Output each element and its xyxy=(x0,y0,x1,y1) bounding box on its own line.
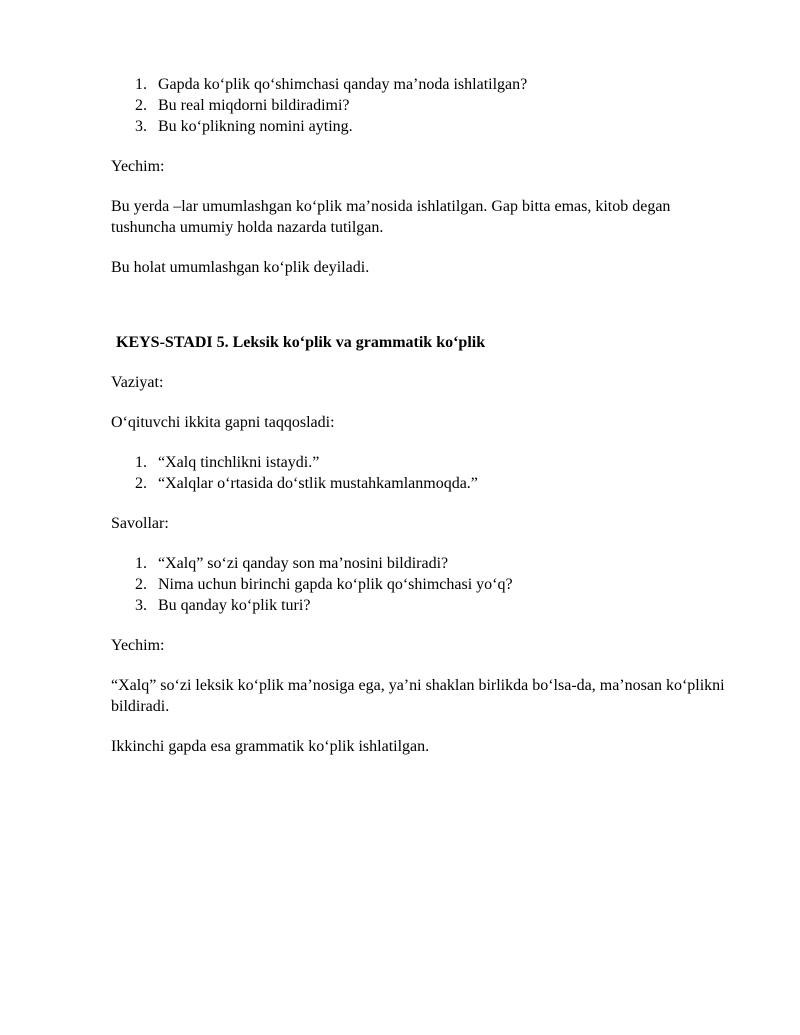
question-list-1 xyxy=(111,74,761,137)
yechim-paragraph: “Xalq” so‘zi leksik ko‘plik ma’nosiga ega, ya’ni shaklan birlikda bo‘lsa-da, ma’nosan ko‘plikni bildiradi. xyxy=(111,677,725,715)
question-list-2 xyxy=(111,553,761,616)
yechim-paragraph: Ikkinchi gapda esa grammatik ko‘plik ishlatilgan. xyxy=(111,738,430,755)
vaziyat-label: Vaziyat: xyxy=(111,374,164,391)
list-item: 2. “Xalqlar o‘rtasida do‘stlik mustahkamlanmoqda.” xyxy=(135,475,478,492)
list-item: 3. Bu qanday ko‘plik turi? xyxy=(135,597,311,614)
yechim-label: Yechim: xyxy=(111,158,165,175)
list-item: 1. Gapda ko‘plik qo‘shimchasi qanday ma’noda ishlatilgan? xyxy=(135,76,528,93)
list-item: 2. Nima uchun birinchi gapda ko‘plik qo‘shimchasi yo‘q? xyxy=(135,576,513,593)
case-study-heading: KEYS-STADI 5. Leksik ko‘plik va grammatik ko‘plik xyxy=(116,334,486,351)
list-item: 2. Bu real miqdorni bildiradimi? xyxy=(135,97,350,114)
yechim-paragraph: Bu yerda –lar umumlashgan ko‘plik ma’nosida ishlatilgan. Gap bitta emas, kitob degan tushuncha umumiy holda nazarda tutilgan. xyxy=(111,198,671,236)
list-item: 1. “Xalq” so‘zi qanday son ma’nosini bildiradi? xyxy=(135,555,449,572)
document-content xyxy=(111,74,761,757)
yechim-paragraph: Bu holat umumlashgan ko‘plik deyiladi. xyxy=(111,259,370,276)
list-item: 3. Bu ko‘plikning nomini ayting. xyxy=(135,118,353,135)
sentence-list xyxy=(111,452,761,494)
list-item: 1. “Xalq tinchlikni istaydi.” xyxy=(135,454,320,471)
savollar-label: Savollar: xyxy=(111,515,169,532)
yechim-label: Yechim: xyxy=(111,637,165,654)
vaziyat-text: O‘qituvchi ikkita gapni taqqosladi: xyxy=(111,414,335,431)
